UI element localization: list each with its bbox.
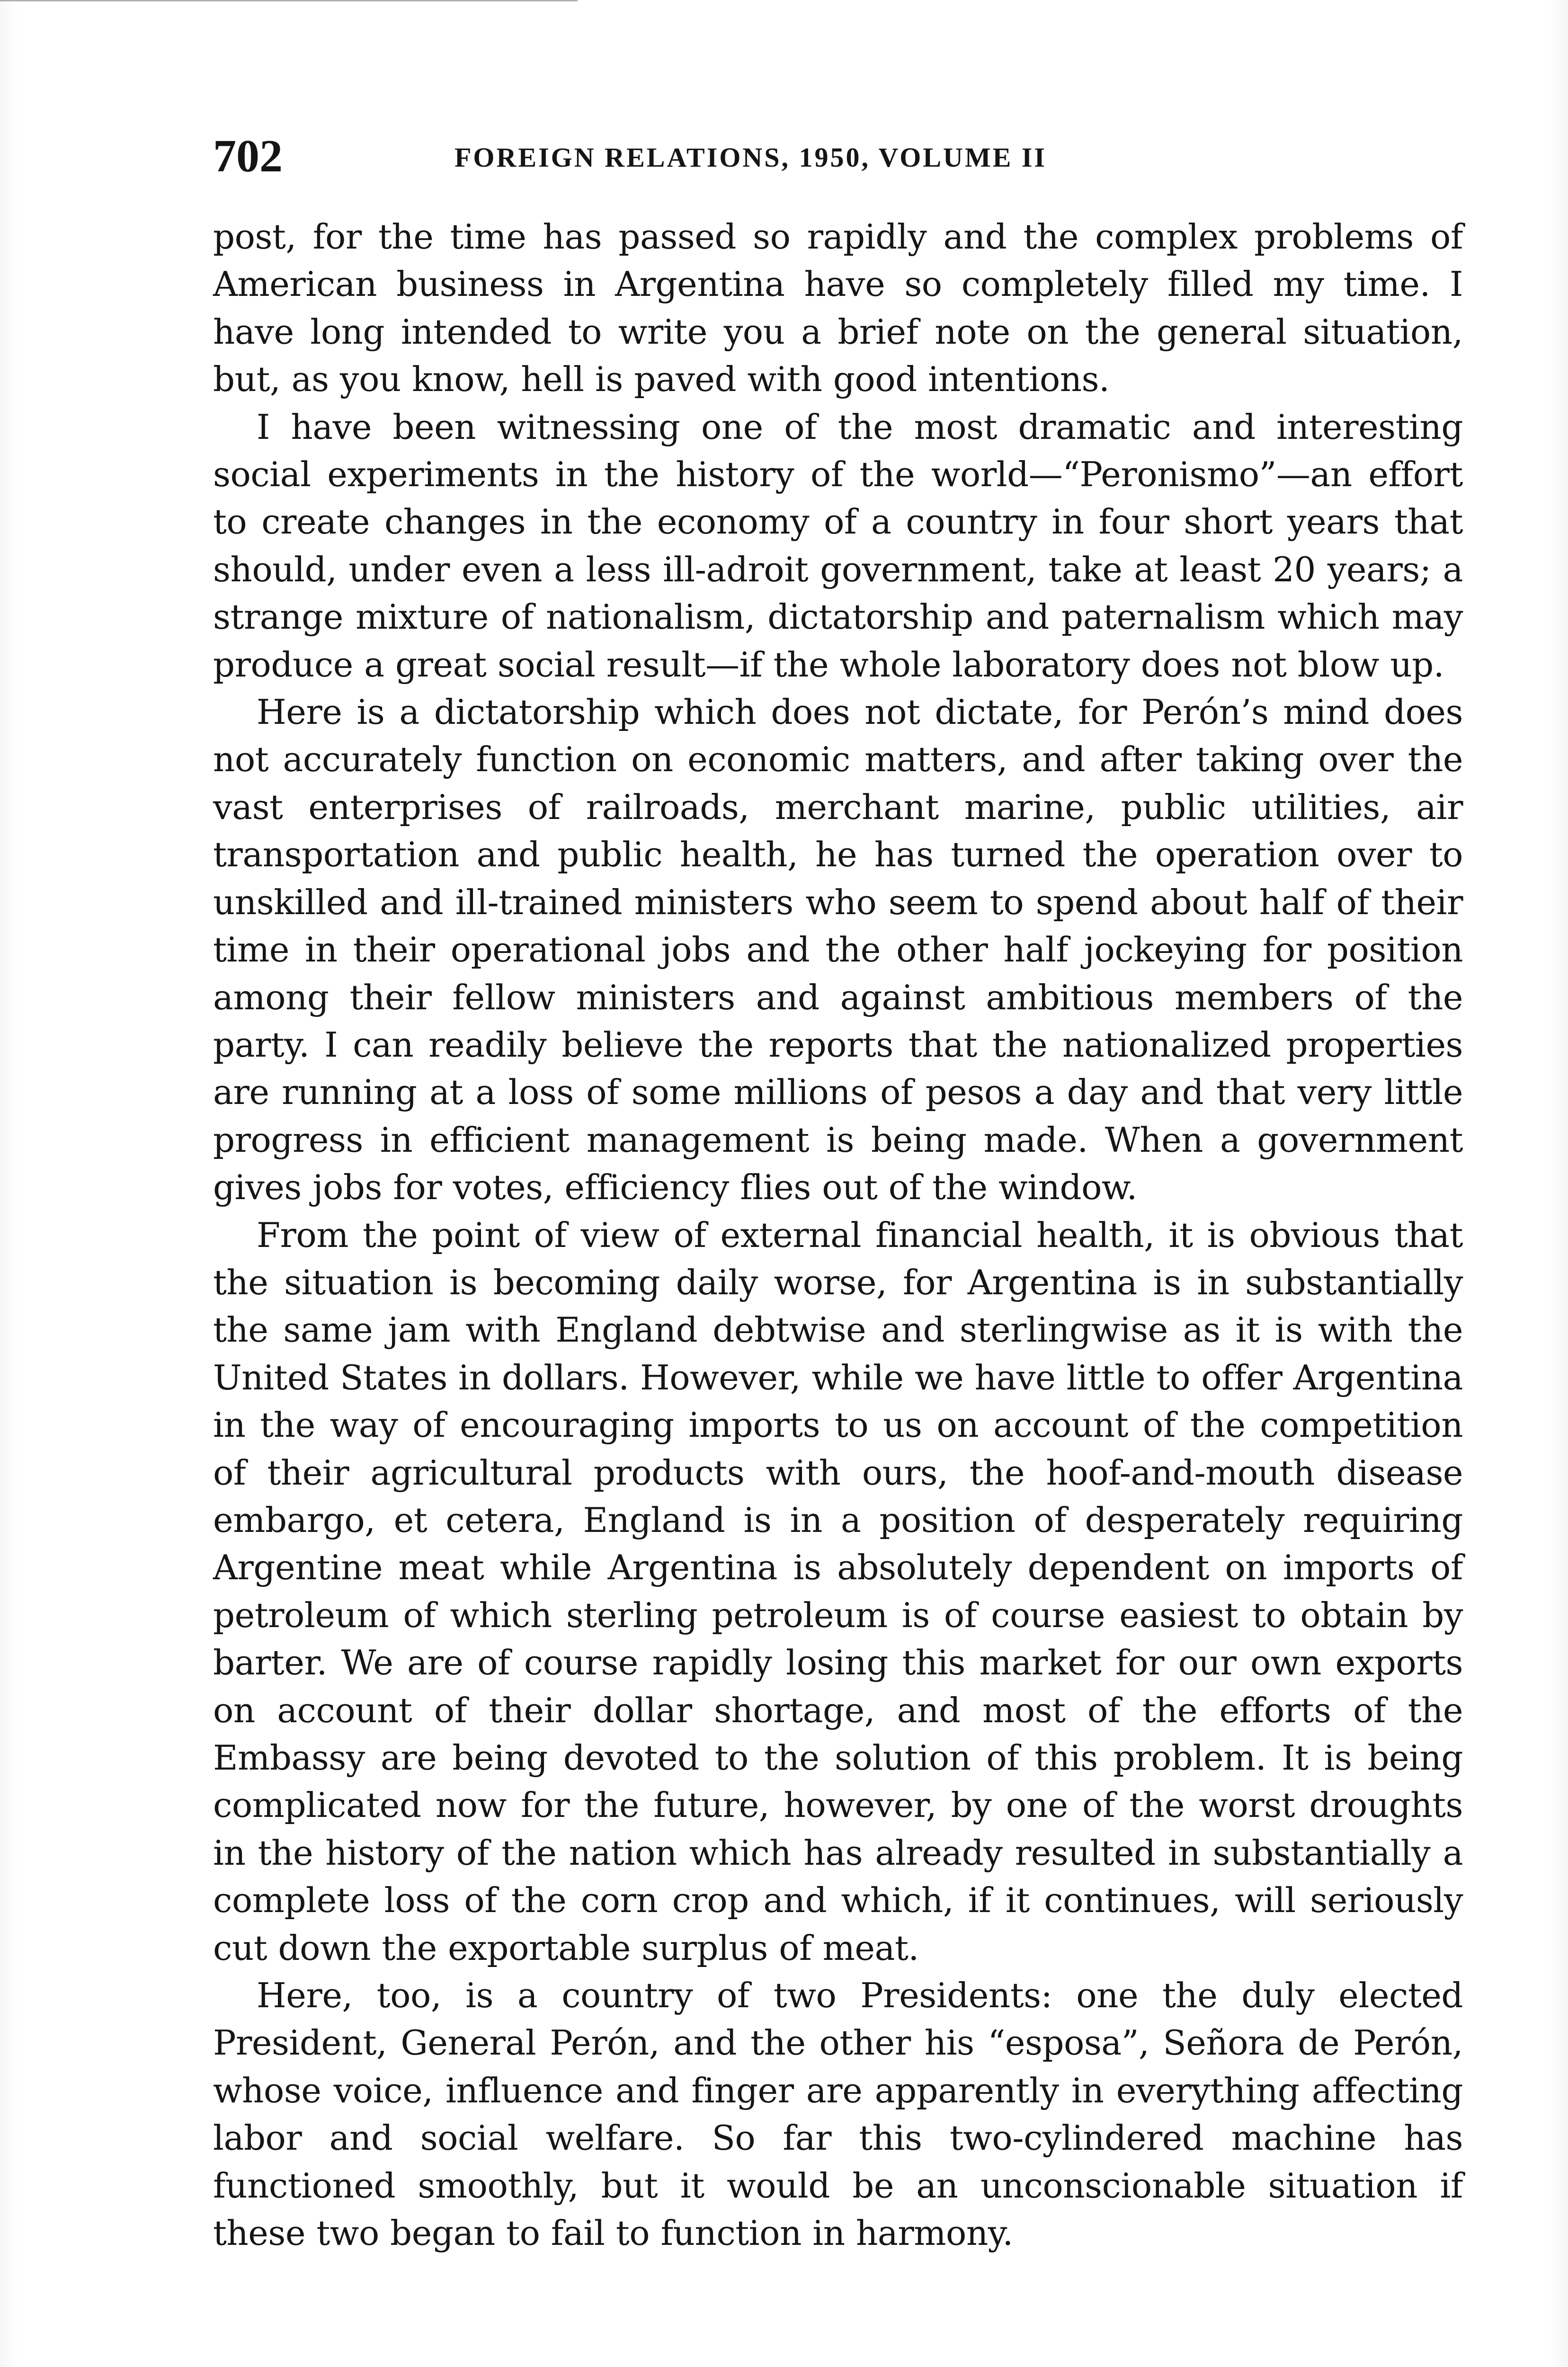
paragraph-3: Here is a dictatorship which does not dictate, for Perón’s mind does not accurately function on economic matters, and after taking over the vast enterprises of railroads, merchant marine, public utilities, air transportation and public health, he has turned the operation over to unskilled and ill-trained ministers who seem to spend about half of their time in their operational jobs and the other half jockeying for position among their fellow ministers and against ambitious members of the party. I can readily believe the reports that the nationalized properties are running at a loss of some millions of pesos a day and that very little progress in efficient management is being made. When a government gives jobs for votes, efficiency flies out of the window. bbox=[213, 692, 1463, 1208]
page-header bbox=[213, 128, 1463, 185]
page-number: 702 bbox=[213, 131, 283, 182]
running-head: FOREIGN RELATIONS, 1950, VOLUME II bbox=[454, 142, 1047, 173]
paragraph-2: I have been witnessing one of the most dramatic and interesting social experiments in the history of the world—“Peronismo”—an effort to create changes in the economy of a country in four short years that should, under even a less ill-adroit government, take at least 20 years; a strange mixture of nationalism, dictatorship and paternalism which may produce a great social result—if the whole laboratory does not blow up. bbox=[213, 407, 1463, 685]
paragraph-4: From the point of view of external financial health, it is obvious that the situation is becoming daily worse, for Argentina is in substantially the same jam with England debtwise and sterlingwise as it is with the United States in dollars. However, while we have little to offer Argentina in the way of encouraging imports to us on account of the competition of their agricultural products with ours, the hoof-and-mouth disease embargo, et cetera, England is in a position of desperately requiring Argentine meat while Argentina is absolutely dependent on imports of petroleum of which sterling petroleum is of course easiest to obtain by barter. We are of course rapidly losing this market for our own exports on account of their dollar shortage, and most of the efforts of the Embassy are being devoted to the solution of this problem. It is being complicated now for the future, however, by one of the worst droughts in the history of the nation which has already resulted in substantially a complete loss of the corn crop and which, if it continues, will seriously cut down the exportable surplus of meat. bbox=[213, 1215, 1463, 1968]
scan-top-rule bbox=[0, 0, 578, 1]
paragraph-5: Here, too, is a country of two Presidents: one the duly elected President, General Perón, and the other his “esposa”, Señora de Perón, whose voice, influence and finger are apparently in everything affecting labor and social welfare. So far this two-cylindered machine has functioned smoothly, but it would be an unconscionable situation if these two began to fail to function in harmony. bbox=[213, 1975, 1463, 2253]
body-text bbox=[213, 213, 1463, 2257]
paragraph-1: post, for the time has passed so rapidly and the complex problems of American business in Argentina have so completely filled my time. I have long intended to write you a brief note on the general situation, but, as you know, hell is paved with good intentions. bbox=[213, 217, 1463, 400]
